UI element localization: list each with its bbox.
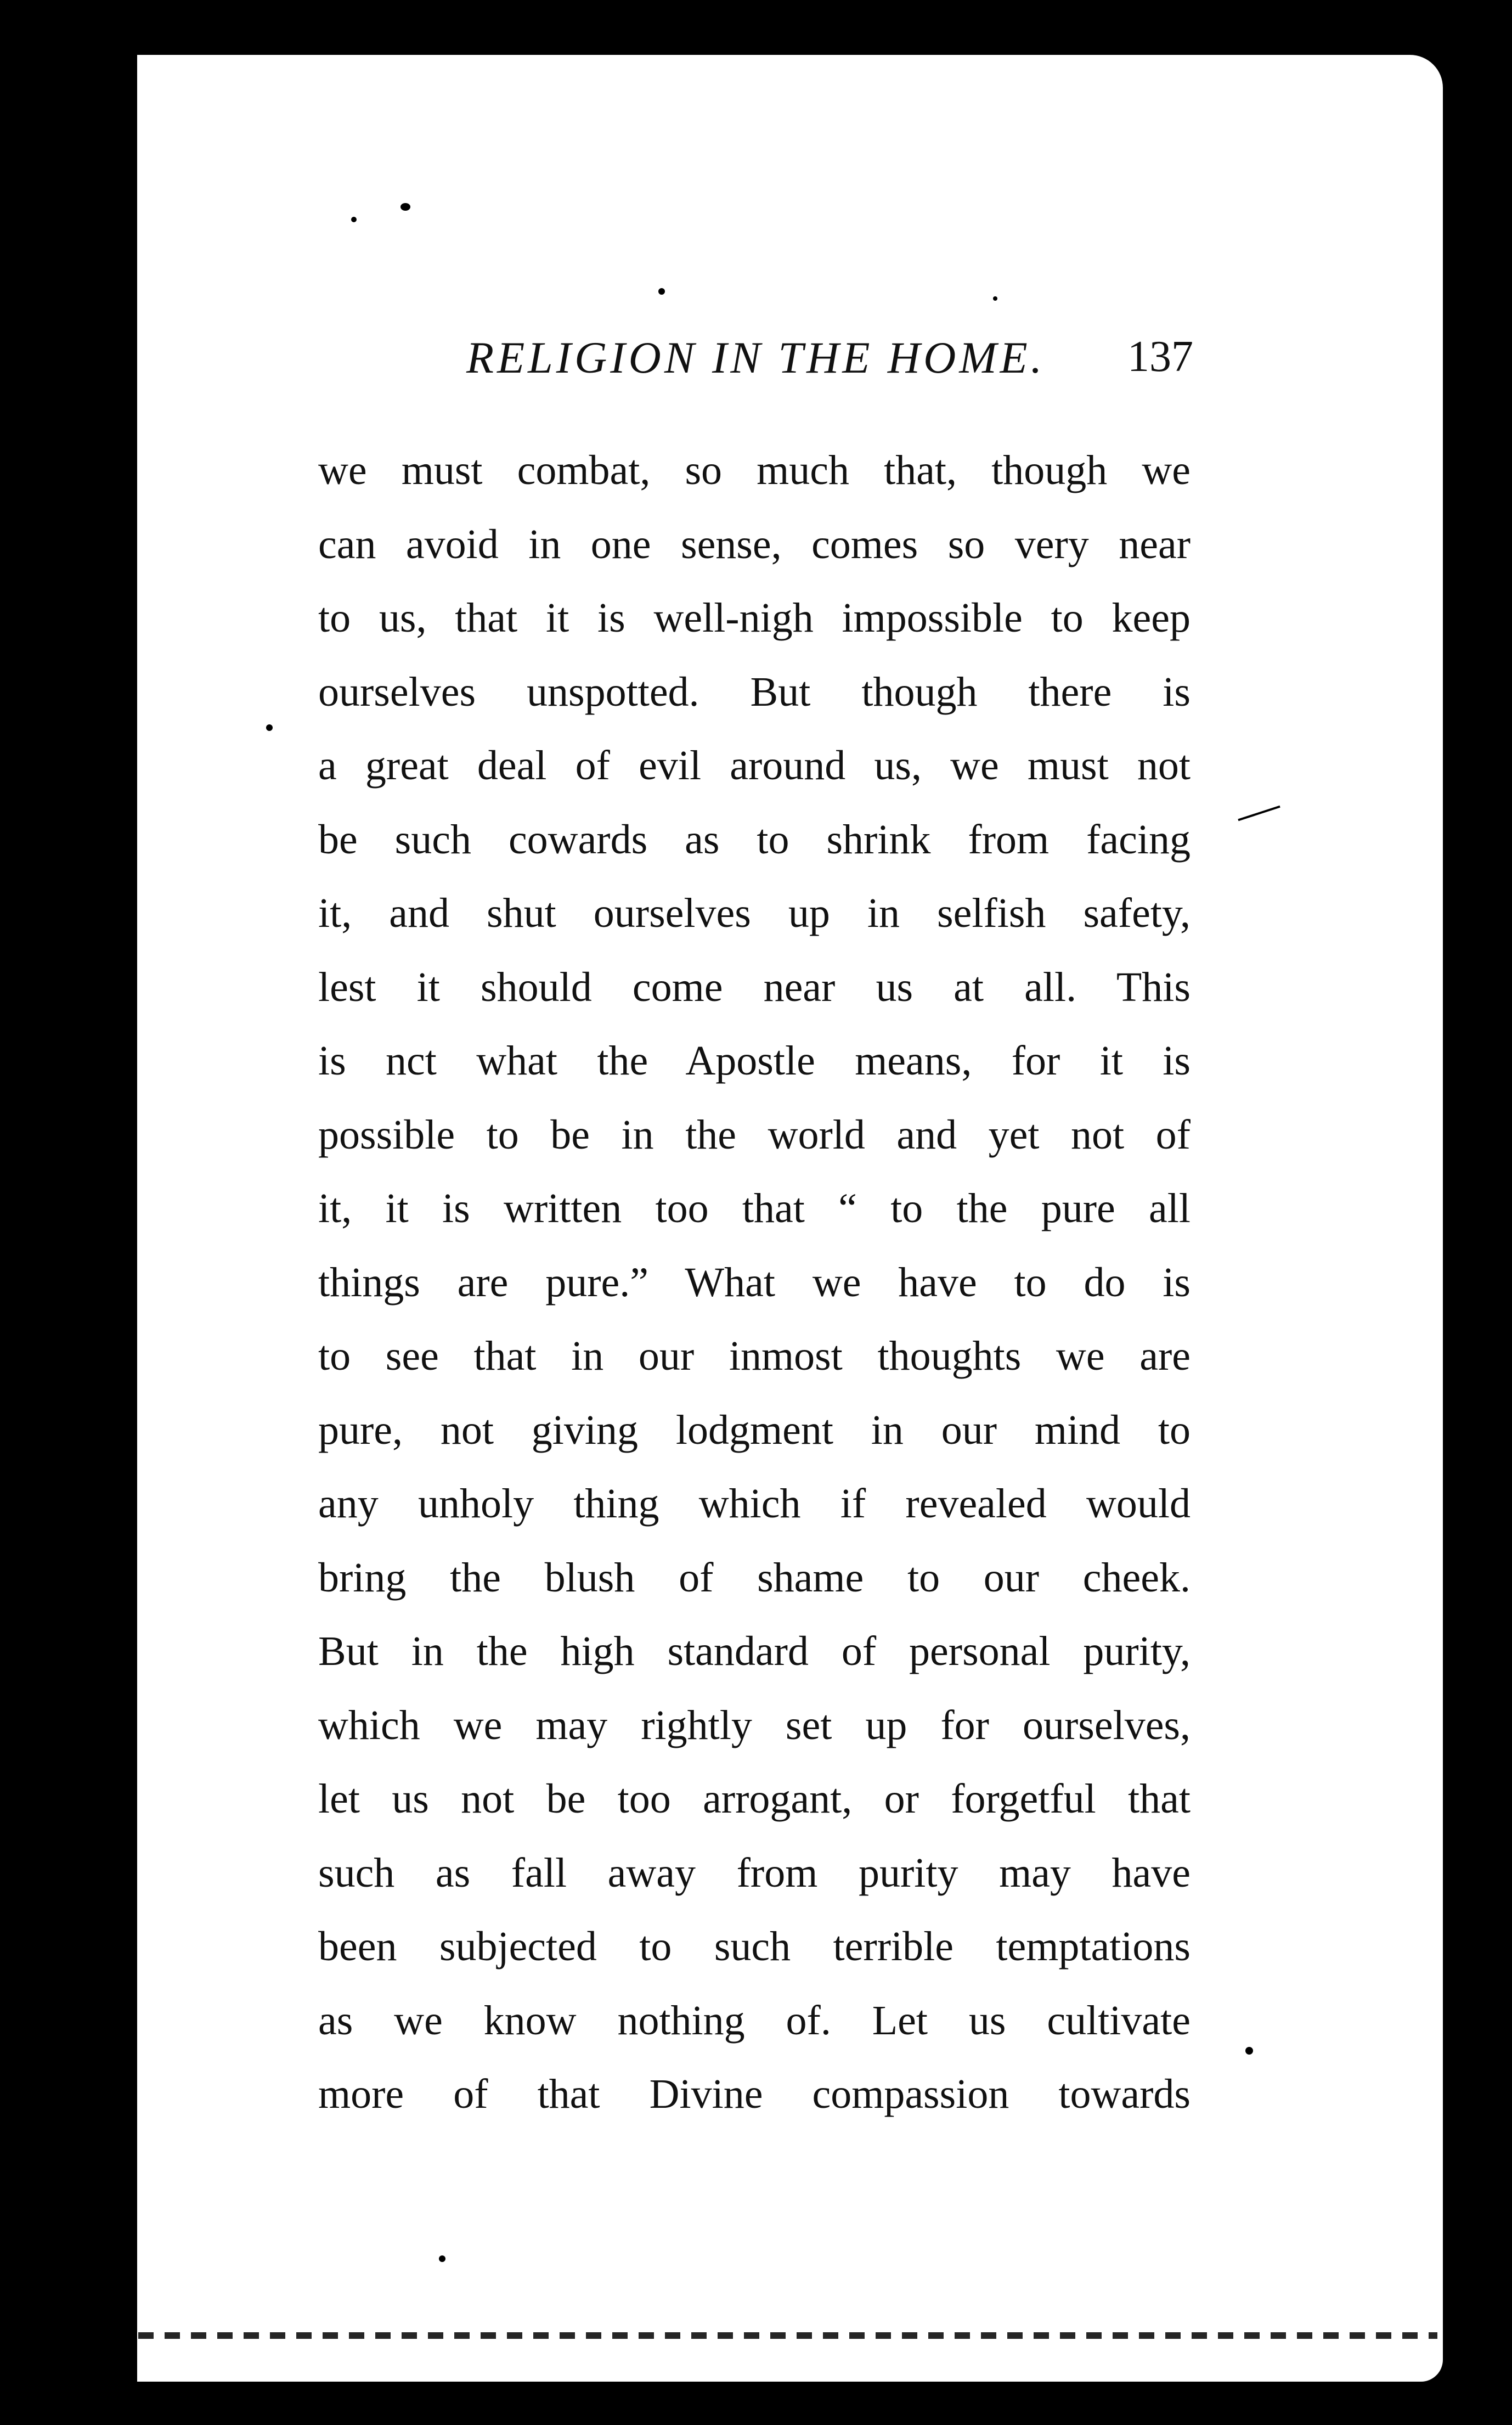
scan-speck (351, 217, 357, 222)
text-line: any unholy thing which if revealed would (318, 1481, 1191, 1527)
text-line: it, and shut ourselves up in selfish safety, (318, 890, 1191, 936)
text-line: is nct what the Apostle means, for it is (318, 1038, 1191, 1084)
page-number: 137 (1127, 333, 1193, 381)
running-header: RELIGION IN THE HOME. (466, 333, 1046, 382)
text-line: things are pure.” What we have to do is (318, 1259, 1191, 1306)
text-line: pure, not giving lodgment in our mind to (318, 1406, 1191, 1453)
scan-speck (400, 203, 410, 211)
text-line: a great deal of evil around us, we must not (318, 742, 1191, 789)
text-line: bring the blush of shame to our cheek. (318, 1554, 1191, 1601)
body-text (318, 434, 1191, 2131)
page-bottom-edge (33, 2332, 1437, 2339)
text-line: we must combat, so much that, though we (318, 447, 1191, 493)
scan-speck (658, 288, 665, 295)
text-line: it, it is written too that “ to the pure all (318, 1185, 1191, 1231)
text-line: to us, that it is well-nigh impossible to keep (318, 595, 1191, 641)
text-line: as we know nothing of. Let us cultivate (318, 1997, 1191, 2044)
text-line: more of that Divine compassion towards (318, 2071, 1191, 2117)
text-line: lest it should come near us at all. This (318, 964, 1191, 1010)
text-line: be such cowards as to shrink from facing (318, 816, 1191, 863)
scan-speck (1245, 2047, 1253, 2055)
text-line: such as fall away from purity may have (318, 1849, 1191, 1896)
text-line: to see that in our inmost thoughts we are (318, 1333, 1191, 1379)
text-line: which we may rightly set up for ourselves, (318, 1702, 1191, 1748)
text-line: been subjected to such terrible temptations (318, 1923, 1191, 1970)
book-binding-edge (99, 55, 137, 2382)
scan-speck (266, 724, 273, 731)
text-line: possible to be in the world and yet not of (318, 1111, 1191, 1158)
scan-speck (993, 296, 997, 301)
scan-speck (439, 2255, 445, 2262)
text-line: let us not be too arrogant, or forgetful that (318, 1776, 1191, 1822)
text-line: can avoid in one sense, comes so very near (318, 521, 1191, 567)
scan-speck (66, 1690, 82, 1702)
text-line: ourselves unspotted. But though there is (318, 668, 1191, 715)
text-line: But in the high standard of personal purity, (318, 1628, 1191, 1674)
